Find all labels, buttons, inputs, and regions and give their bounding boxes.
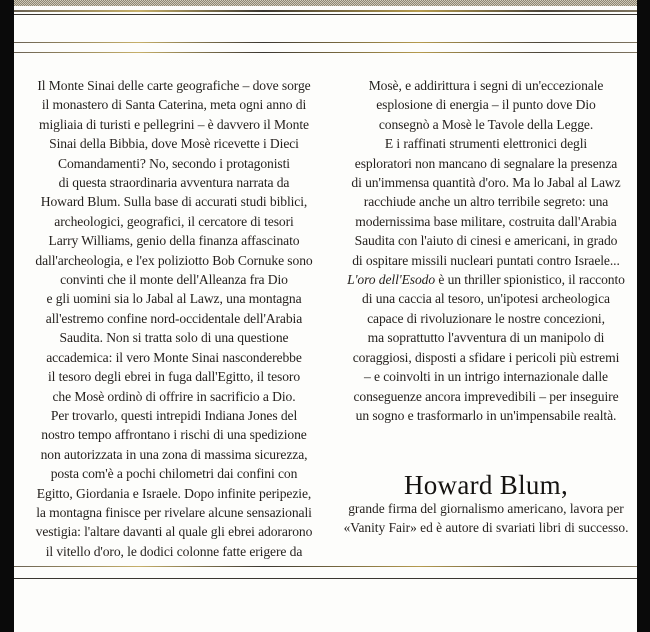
text-line: esplosione di energia – il punto dove Dio [376, 97, 596, 113]
text-line: e gli uomini sia lo Jabal al Lawz, una montagna [46, 291, 302, 307]
text-line: modernissima base militare, costruita dall'Arabia [355, 213, 617, 229]
text-line: di un'immensa quantità d'oro. Ma lo Jabal al Lawz [351, 175, 621, 191]
text-line: consegnò a Mosè le Tavole della Legge. [378, 116, 594, 132]
text-line: – e coinvolti in un intrigo internazionale dalle [364, 369, 608, 385]
text-line: il tesoro degli ebrei in fuga dall'Egitto, il tesoro [47, 369, 301, 385]
text-line: Saudita con l'aiuto di cinesi e americani, in grado [354, 233, 618, 249]
top-rule-1 [14, 10, 637, 12]
text-line: ma soprattutto l'avventura di un manipolo di [367, 330, 605, 346]
bottom-rule-1 [14, 566, 637, 567]
text-line: di una caccia al tesoro, un'ipotesi archeologica [362, 291, 610, 307]
text-line: Saudita. Non si tratta solo di una questione [59, 330, 289, 346]
text-line: Sinai della Bibbia, dove Mosè ricevette i Dieci [49, 136, 299, 152]
book-title: L'oro dell'Esodo [347, 272, 436, 288]
text-line: «Vanity Fair» ed è autore di svariati libri di successo. [343, 520, 629, 535]
text-line: dall'archeologia, e l'ex poliziotto Bob Cornuke sono [35, 252, 313, 268]
text-line: archeologici, geografici, il cercatore di tesori [54, 213, 294, 229]
text-line: vestigia: l'altare davanti al quale gli ebrei adorarono [35, 524, 313, 540]
synopsis-right-column [330, 76, 642, 425]
text-line: di ospitare missili nucleari puntati contro Israele... [352, 252, 620, 268]
synopsis-left-column [14, 76, 334, 561]
text-line: Howard Blum. Sulla base di accurati studi biblici, [40, 194, 308, 210]
text-line: il vitello d'oro, le dodici colonne fatte erigere da [45, 543, 303, 559]
author-name: Howard Blum, [403, 470, 569, 500]
text-line: coraggiosi, disposti a sfidare i pericoli più estremi [352, 349, 620, 365]
text-line: Mosè, e addirittura i segni di un'eccezionale [368, 78, 604, 93]
text-line: la montagna finisce per rivelare alcune sensazionali [36, 504, 312, 520]
text-line: migliaia di turisti e pellegrini – è davvero il Monte [39, 116, 309, 132]
text-line: capace di rivoluzionare le nostre concezioni, [367, 310, 605, 326]
text-line: Il Monte Sinai delle carte geografiche – dove sorge [37, 78, 311, 93]
book-title-description: è un thriller spionistico, il racconto [435, 272, 625, 288]
text-line: esploratori non mancano di segnalare la presenza [354, 155, 618, 171]
text-line: convinti che il monte dell'Alleanza fra Dio [60, 272, 288, 288]
top-rule-2 [14, 14, 637, 15]
book-title-line [330, 270, 642, 289]
text-line: conseguenze ancora imprevedibili – per inseguire [353, 388, 619, 404]
text-line: all'estremo confine nord-occidentale dell'Arabia [45, 310, 303, 326]
author-bio [330, 499, 642, 537]
text-line: non autorizzata in una zona di massima sicurezza, [40, 446, 308, 462]
book-flap-page [14, 0, 637, 632]
text-line: il monastero di Santa Caterina, meta ogni anno di [41, 97, 307, 113]
text-line: accademica: il vero Monte Sinai nasconderebbe [46, 349, 302, 365]
text-line: grande firma del giornalismo americano, lavora per [348, 501, 624, 516]
text-line: di questa straordinaria avventura narrata da [58, 175, 290, 191]
text-line: Egitto, Giordania e Israele. Dopo infinite peripezie, [36, 485, 312, 501]
text-line: racchiude anche un altro terribile segreto: una [363, 194, 609, 210]
text-line: Per trovarlo, questi intrepidi Indiana Jones del [50, 407, 298, 423]
text-line: E i raffinati strumenti elettronici degli [384, 136, 588, 152]
top-rule-4 [14, 52, 637, 53]
text-line: che Mosè ordinò di offrire in sacrificio a Dio. [52, 388, 296, 404]
text-line: posta com'è a pochi chilometri dai confini con [50, 466, 298, 482]
text-line: nostro tempo affrontano i rischi di una spedizione [41, 427, 307, 443]
text-line: un sogno e trasformarlo in un'impensabile realtà. [355, 407, 617, 423]
text-line: Comandamenti? No, secondo i protagonisti [58, 155, 290, 171]
text-line: Larry Williams, genio della finanza affascinato [48, 233, 300, 249]
top-rule-3 [14, 42, 637, 43]
bottom-rule-2 [14, 578, 637, 579]
decorative-pattern-border [14, 0, 637, 6]
